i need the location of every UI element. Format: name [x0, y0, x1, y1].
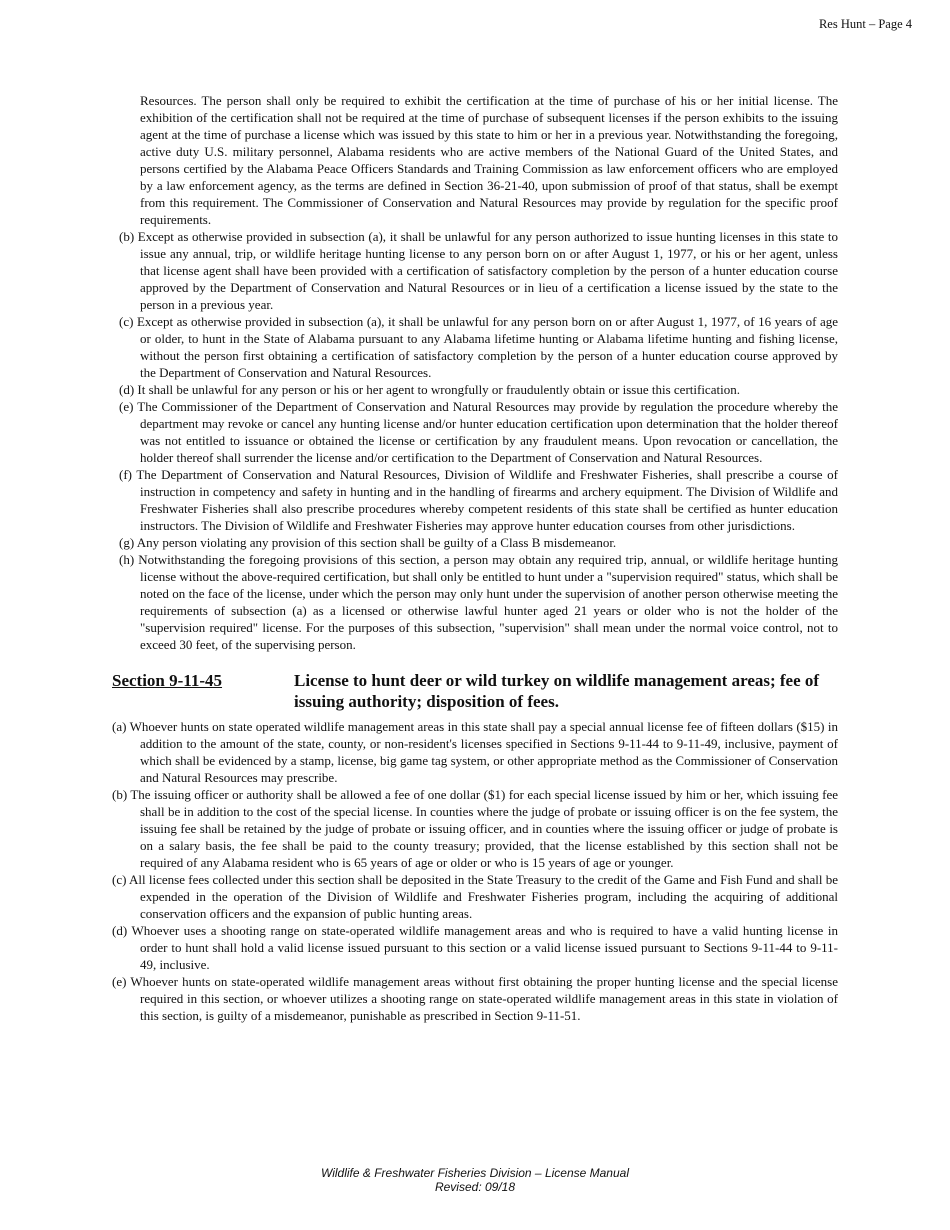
subsection-d: (d) It shall be unlawful for any person or his or her agent to wrongfully or fraudulently obtain or issue this certification. — [119, 382, 740, 397]
footer-revision: Revised: 09/18 — [434, 1180, 516, 1194]
subsection-f: (f) The Department of Conservation and Natural Resources, Division of Wildlife and Freshwater Fisheries, shall prescribe a course of instruction in competency and safety in hunting and in the handling of firearms and archery equipment. The Division of Wildlife and Freshwater Fisheries shall also prescribe procedures whereby competent residents of this state shall be certified as hunter education instructors. The Division of Wildlife and Freshwater Fisheries may approve hunter education courses from other jurisdictions. — [119, 467, 838, 533]
footer-manual-title: Wildlife & Freshwater Fisheries Division – License Manual — [320, 1166, 629, 1180]
subsection-e: (e) The Commissioner of the Department of Conservation and Natural Resources may provide by regulation the procedure whereby the department may revoke or cancel any hunting license and/or hunter education certification upon determination that the holder thereof was not entitled to issuance or obtained the license or certification by any fraudulent means. Upon revocation or cancellation, the holder thereof shall surrender the license and/or certification to the Department of Conservation and Natural Resources. — [119, 399, 838, 465]
section-title: License to hunt deer or wild turkey on wildlife management areas; fee of issuing authority; disposition of fees. — [294, 671, 820, 711]
subsection-c: (c) Except as otherwise provided in subsection (a), it shall be unlawful for any person born on or after August 1, 1977, of 16 years of age or older, to hunt in the State of Alabama pursuant to any Alabama lifetime hunting or Alabama lifetime hunting and fishing license, without the person first obtaining a certification of satisfactory completion by the person of a hunter education course approved by the Department of Conservation and Natural Resources. — [119, 314, 838, 380]
page-header: Res Hunt – Page 4 — [818, 17, 912, 31]
section-9-11-44-items — [112, 228, 838, 653]
section-9-11-45-items — [112, 718, 838, 1024]
intro-continuation: Resources. The person shall only be required to exhibit the certification at the time of purchase of his or her initial license. The exhibition of the certification shall not be required at the time of purchase of subsequent licenses if the person exhibits to the issuing agent at the time of purchase a license which was issued by this state to him or her in a previous year. Notwithstanding the foregoing, active duty U.S. military personnel, Alabama residents who are active members of the National Guard of the United States, and persons certified by the Alabama Peace Officers Standards and Training Commission as law enforcement officers who are employed by a law enforcement agency, as the terms are defined in Section 36-21-40, upon submission of proof of that status, shall be exempt from this requirement. The Commissioner of Conservation and Natural Resources may provide by regulation for the specific proof requirements. — [140, 93, 838, 227]
subsection-b: (b) The issuing officer or authority shall be allowed a fee of one dollar ($1) for each special license issued by him or her, which issuing fee shall be in addition to the cost of the special license. In counties where the judge of probate or issuing officer is on the fee system, the issuing fee shall be retained by the judge of probate or issuing officer, and in counties where the issuing officer or judge of probate is on a salary basis, the fee shall be paid to the county treasury; provided, that the license established by this section shall not be required of any Alabama resident who is 65 years of age or older or who is 15 years of age or younger. — [112, 787, 838, 870]
subsection-h: (h) Notwithstanding the foregoing provisions of this section, a person may obtain any required trip, annual, or wildlife heritage hunting license without the above-required certification, but shall only be entitled to hunt under a "supervision required" status, which shall be noted on the face of the license, under which the person may only hunt under the supervision of another person otherwise meeting the requirements of subsection (a) as a licensed or otherwise lawful hunter aged 21 years or older who is not the holder of the "supervision required" license. For the purposes of this subsection, "supervision" shall mean under the normal voice control, not to exceed 30 feet, of the supervising person. — [119, 552, 838, 652]
subsection-e: (e) Whoever hunts on state-operated wildlife management areas without first obtaining the proper hunting license and the special license required in this section, or whoever utilizes a shooting range on state-operated wildlife management areas in this state in violation of this section, is guilty of a misdemeanor, punishable as prescribed in Section 9-11-51. — [112, 974, 838, 1023]
page-footer — [0, 1166, 950, 1194]
subsection-d: (d) Whoever uses a shooting range on state-operated wildlife management areas and who is required to have a valid hunting license in order to hunt shall hold a valid license issued pursuant to this section or a valid license issued pursuant to Sections 9-11-44 to 9-11-49, inclusive. — [112, 923, 838, 972]
subsection-a: (a) Whoever hunts on state operated wildlife management areas in this state shall pay a special annual license fee of fifteen dollars ($15) in addition to the amount of the state, county, or non-resident's licenses specified in Sections 9-11-44 to 9-11-49, inclusive, payment of which shall be evidenced by a stamp, license, big game tag system, or other appropriate method as the Commissioner of Conservation and Natural Resources may prescribe. — [112, 719, 838, 785]
subsection-b: (b) Except as otherwise provided in subsection (a), it shall be unlawful for any person authorized to issue hunting licenses in this state to issue any annual, trip, or wildlife heritage hunting license to any person born on or after August 1, 1977, or his or her agent, unless that license agent shall have been provided with a certification of satisfactory completion by the person of a hunter education course approved by the Department of Conservation and Natural Resources or in lieu of a certification a license issued by the state to the person in a previous year. — [119, 229, 838, 312]
section-number: Section 9-11-45 — [112, 671, 223, 690]
subsection-g: (g) Any person violating any provision of this section shall be guilty of a Class B misdemeanor. — [119, 535, 617, 550]
subsection-c: (c) All license fees collected under this section shall be deposited in the State Treasury to the credit of the Game and Fish Fund and shall be expended in the operation of the Division of Wildlife and Freshwater Fisheries program, including the acquiring of additional conservation officers and the expansion of public hunting areas. — [112, 872, 838, 921]
section-heading — [112, 670, 838, 712]
document-body — [112, 92, 838, 1024]
